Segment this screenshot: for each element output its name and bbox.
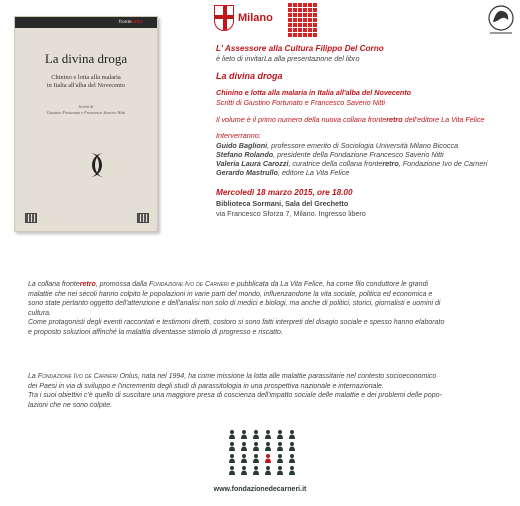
speaker-item [216, 141, 487, 150]
person-body [289, 435, 295, 440]
cover-authors-line: Giustino Fortunato e Francesco Saverio Nitti [46, 110, 126, 115]
speakers-label: Interverranno: [216, 131, 261, 140]
person-head [242, 466, 246, 470]
speaker-name: Gerardo Mastrullo [216, 168, 278, 177]
book-authors: Scritti di Giustino Fortunato e Francesco Saverio Nitti [216, 98, 385, 107]
foundation-desc-text: La [28, 373, 38, 380]
person-body [229, 471, 235, 476]
speaker-item [216, 168, 487, 177]
speaker-role-retro: retro [382, 159, 399, 168]
person-head [230, 466, 234, 470]
person-body [277, 447, 283, 452]
person-body [277, 471, 283, 476]
person-body [229, 435, 235, 440]
foundation-description-line: dei Paesi in via di sviluppo e l'incremento degli studi di parassitologia in una prospettiva nazionale e internazionale. [28, 382, 384, 390]
person-body [289, 471, 295, 476]
foundation-description-line: Tra i suoi obiettivi c'è quello di suscitare una maggiore presa di coscienza dell'impatto sociale delle malattie e dei problemi delle popo- [28, 392, 442, 400]
cover-title: La divina droga [44, 51, 128, 66]
red-grid-logo-icon [287, 2, 317, 38]
foundation-desc-text: Onlus, nata nel 1994, ha come missione la lotta alle malattie parassitarie nel contesto socioeconomico [117, 373, 437, 380]
invite-line: è lieto di invitarLa alla presentazione del libro [216, 54, 360, 63]
seal-emblem-icon [484, 2, 518, 38]
foundation-description [28, 372, 498, 410]
person-head [230, 430, 234, 434]
person-body [253, 471, 259, 476]
book-title: La divina droga [216, 71, 283, 81]
series-desc-text: , promossa dalla [95, 281, 150, 288]
crescent-moons-icon [81, 149, 113, 181]
speakers-list [216, 141, 487, 177]
person-head [290, 430, 294, 434]
person-body [229, 447, 235, 452]
book-subtitle: Chinino e lotta alla malaria in Italia all'alba del Novecento [216, 88, 412, 97]
person-body [253, 459, 259, 464]
person-body [241, 447, 247, 452]
speaker-role-foundation: , Fondazione Ivo de Carneri [398, 159, 488, 168]
cover-series-label [119, 19, 143, 24]
person-body [253, 435, 259, 440]
series-description [28, 280, 498, 338]
person-head [254, 466, 258, 470]
speaker-name: Guido Baglioni [216, 141, 268, 150]
person-head [242, 430, 246, 434]
series-description-line [28, 280, 498, 290]
person-head [254, 442, 258, 446]
book-cover [14, 16, 158, 232]
person-body [241, 435, 247, 440]
person-body [241, 471, 247, 476]
speaker-name: Stefano Rolando [216, 150, 274, 159]
person-head [254, 454, 258, 458]
person-head [278, 454, 282, 458]
person-body [265, 447, 271, 452]
person-body [265, 459, 271, 464]
publisher-logo-icon [25, 213, 37, 223]
person-body [289, 447, 295, 452]
person-head [242, 454, 246, 458]
series-description-line: e proposto soluzioni affinché la malattia diventasse stimolo di progresso e riscatto. [28, 328, 283, 336]
person-head [290, 466, 294, 470]
person-head [278, 442, 282, 446]
person-body [229, 459, 235, 464]
person-head [290, 454, 294, 458]
series-description-line: Come protagonisti degli eventi raccontati e testimoni diretti, costoro si sono fatti interpreti del disagio sociale e spesso hanno elaborato [28, 319, 445, 327]
comune-milano-logo [214, 4, 280, 34]
person-head [266, 442, 270, 446]
speaker-role: , editore La Vita Felice [277, 168, 350, 177]
series-note-publisher: dell'editore La Vita Felice [402, 115, 485, 124]
foundation-description-line [28, 372, 498, 382]
person-body [277, 435, 283, 440]
person-head [242, 442, 246, 446]
series-desc-text: La collana fronte [28, 281, 80, 288]
cover-series-fronte: fronte [119, 19, 132, 24]
person-head [278, 430, 282, 434]
series-description-line: malattie che nei secoli hanno colpito le popolazioni in varie parti del mondo, influenzandone la vita sociale, politica ed economica e [28, 290, 433, 298]
speaker-name: Valeria Laura Carozzi [216, 159, 289, 168]
speaker-item [216, 159, 487, 168]
people-grid-logo-icon [225, 428, 299, 478]
person-head [278, 466, 282, 470]
person-body [277, 459, 283, 464]
foundation-website-link[interactable]: www.fondazionedecarneri.it [213, 486, 307, 493]
person-head [266, 466, 270, 470]
series-desc-foundation: Fondazione Ivo de Carneri [149, 281, 229, 288]
series-note-retro: retro [386, 115, 403, 124]
person-body [253, 447, 259, 452]
speaker-role: , presidente della Fondazione Francesco Saverio Nitti [273, 150, 444, 159]
cover-authors [23, 104, 149, 116]
person-head [266, 454, 270, 458]
speaker-role: , curatrice della collana fronte [288, 159, 383, 168]
speaker-item [216, 150, 487, 159]
cover-subtitle [23, 74, 149, 90]
series-description-line: cultura. [28, 309, 51, 317]
foundation-description-line: lazioni che ne sono colpite. [28, 401, 113, 409]
barcode-icon [137, 213, 149, 223]
series-note-text: Il volume è il primo numero della nuova collana fronte [216, 115, 387, 124]
event-address: via Francesco Sforza 7, Milano. Ingresso libero [216, 209, 366, 218]
milano-logo-text: Milano [238, 12, 273, 24]
speaker-role: , professore emerito di Sociologia Università Milano Bicocca [267, 141, 459, 150]
person-head [290, 442, 294, 446]
person-head [230, 442, 234, 446]
event-venue: Biblioteca Sormani, Sala del Grechetto [216, 199, 349, 208]
person-body [265, 471, 271, 476]
person-body [289, 459, 295, 464]
person-head [266, 430, 270, 434]
cover-subtitle-line: in Italia all'alba del Novecento [46, 82, 126, 89]
milano-shield-icon [214, 5, 234, 31]
person-body [265, 435, 271, 440]
series-description-line: sono state pertanto oggetto dell'attenzione e dell'analisi non solo di medici e biologi, ma anche di politici, storici, giornalisti e uomini di [28, 300, 441, 308]
series-note [216, 115, 485, 124]
event-date: Mercoledì 18 marzo 2015, ore 18.00 [216, 188, 353, 197]
foundation-desc-name: Fondazione Ivo de Carneri [37, 373, 118, 380]
series-desc-retro: retro [79, 281, 96, 288]
person-head [230, 454, 234, 458]
assessore-line: L' Assessore alla Cultura Filippo Del Corno [216, 44, 384, 53]
series-desc-text: e pubblicata da La Vita Felice, ha come filo conduttore le grandi [228, 281, 429, 288]
person-head [254, 430, 258, 434]
person-body [241, 459, 247, 464]
cover-authors-line: Scritti di [78, 104, 94, 109]
cover-subtitle-line: Chinino e lotta alla malaria [51, 74, 121, 81]
cover-series-retro: retro [131, 19, 143, 24]
